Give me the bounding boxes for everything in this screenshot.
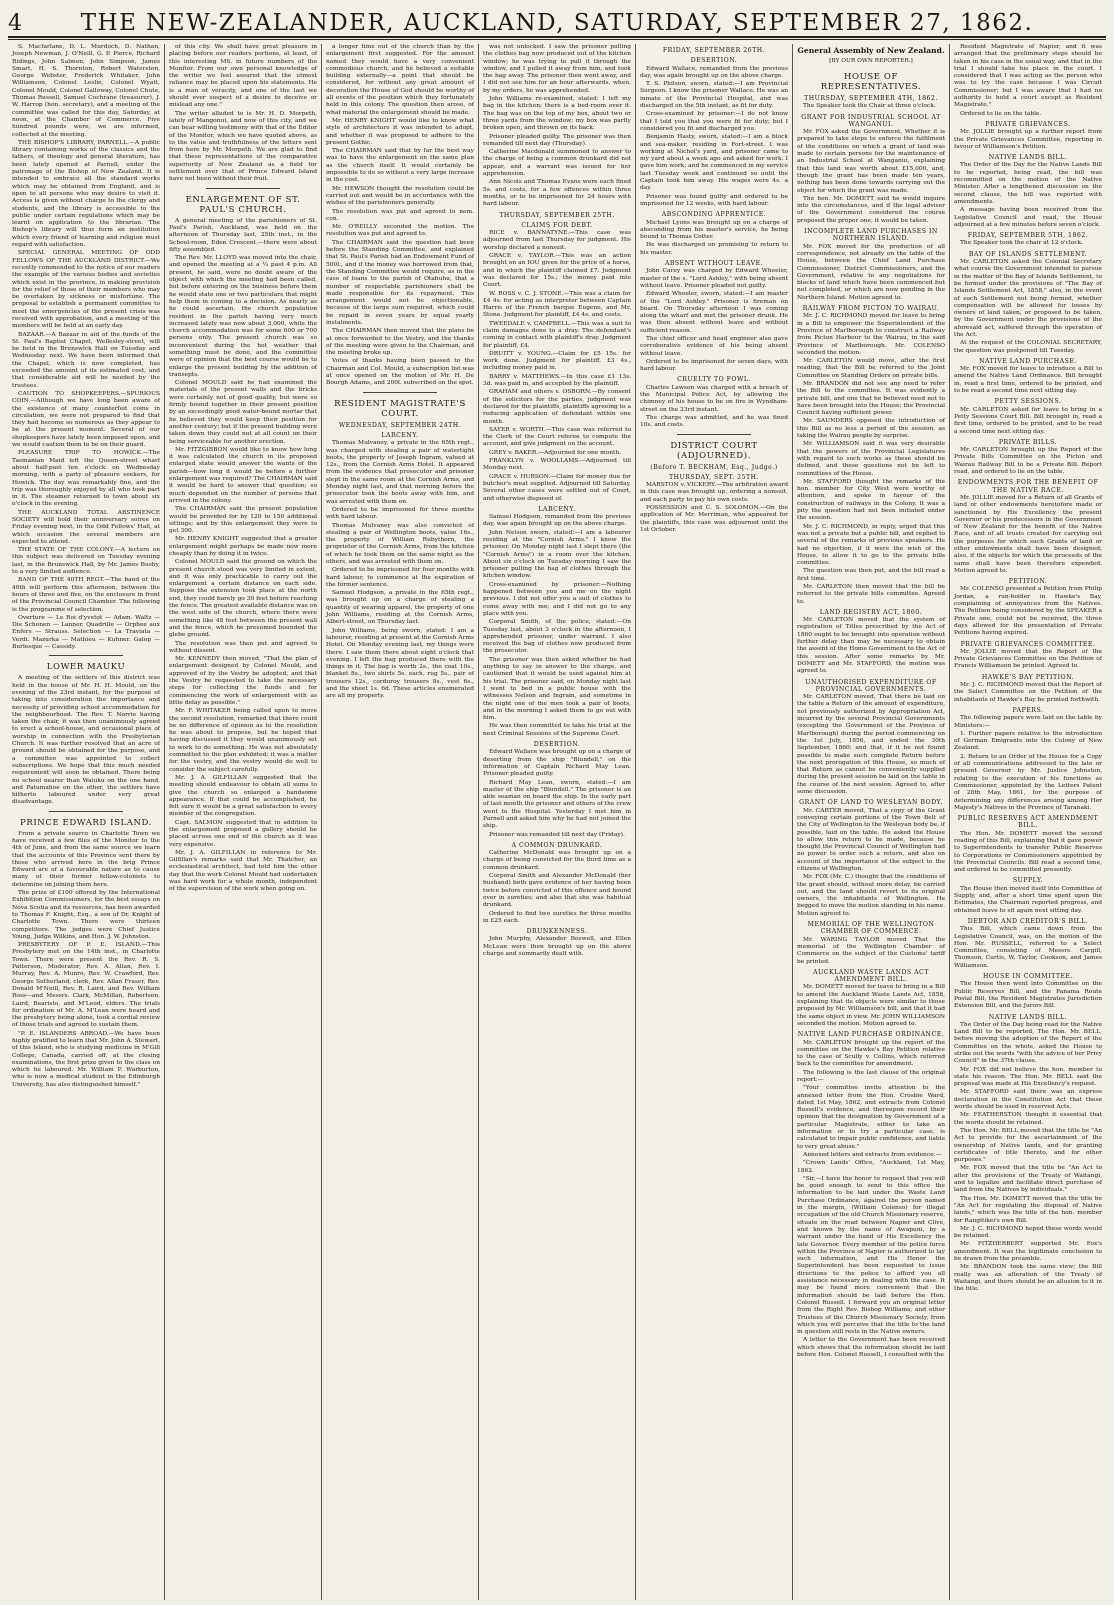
paragraph: Mr. BRANDON took the same view; the Bill really was an alteration of the Treaty of Waitangi, and there should be an allusion to it in the title.	[954, 1264, 1102, 1293]
section-subheading: PETITION.	[1008, 578, 1048, 586]
section-subheading: PRIVATE BILLS.	[998, 438, 1058, 446]
masthead-rule	[8, 39, 1106, 40]
paragraph: Ordered to lie on the table.	[960, 110, 1042, 117]
section-subheading: NATIVE LANDS BILL.	[988, 154, 1068, 162]
section-subheading: HOUSE IN COMMITTEE.	[982, 973, 1074, 981]
paragraph: Prisoner was found guilty and ordered to be imprisoned for 12 weeks, with hard labour.	[640, 193, 788, 207]
paragraph: Colonel MOULD said he had examined the materials of the present walls and the bricks were certainly not of good quality, but were so firmly bound together in their present position by an exceedingly good water-bound mortar that he believed they would keep their position for another century; but if the present building were taken down they could not at all count on their being serviceable for another erection.	[169, 380, 317, 445]
paragraph: a longer time out of the church than by the enlargement first suggested. For the amount named they would have a very convenient commodious church, and he believed a suitable building externally—a point that should be considered, for without any great amount of decoration the House of God should be worthy of all events of the position which they fortunately held in this colony. The question then arose, of what material the enlargement should be made.	[326, 44, 474, 116]
paragraph: The prisoner was then asked whether he had anything to say in answer to the charge, and cautioned that it would be used against him at his trial. The prisoner said, on Monday night last I went to bed in a public house with the witnesses Nelson and Ingram, and sometime in the night one of the men took a pair of boots, and in the morning I asked them to go out with him.	[483, 656, 631, 722]
paragraph: Mr. KENNEDY then moved, "That the plan of enlargement designed by Colonel Mould, and approved of by the Vestry be adopted, and that the Vestry be requested to take the necessary steps for collecting the funds and for commencing the work of enlargement with as little delay as possible."	[169, 656, 317, 706]
article-heading: ENLARGEMENT OF ST. PAUL'S CHURCH.	[185, 194, 301, 215]
paragraph: Mr. CARLETON would move, after the first reading, that the Bill be referred to the Joint Committee on Standing Orders on private bills.	[797, 358, 945, 379]
paragraph: At the request of the COLONIAL SECRETARY, the question was postponed till Tuesday.	[954, 340, 1102, 354]
section-subheading: THURSDAY, SEPTEMBER 25TH.	[499, 211, 615, 219]
paragraph: Mr. J. C. RICHMOND moved that the Report of the Select Committee on the Petition of the inhabitants of Hawke's Bay be printed forthwith.	[954, 682, 1102, 703]
paragraph: Ordered to find two sureties for three months in £25 each.	[483, 910, 631, 924]
paragraph: Mr. FOX moved for the production of all correspondence, not already on the table of the House, between the Chief Land Purchase Commissioner, District Commissioners, and the Government, relative to any negotiations for blocks of land which have been commenced but not completed, or which are now pending in the Northern Island. Motion agreed to.	[797, 243, 945, 301]
paragraph: T. S. Philson, sworn, stated:—I am Provincial Surgeon. I know the prisoner Wallace. He was an inmate of the Provincial Hospital, and was discharged on the 5th instant, as fit for duty.	[640, 81, 788, 110]
paragraph: Mr. J. C. RICHMOND hoped these words would be retained.	[954, 1225, 1102, 1240]
page-number: 4	[8, 11, 22, 36]
paragraph: GRACE v. HUBSON.—Claim for money due for butcher's meat supplied. Adjourned till Saturday. Several other cases were settled out of Court, and otherwise disposed of.	[483, 473, 631, 502]
paragraph: The CHAIRMAN then moved that the plans be at once forwarded to the Vestry, and the thanks of the meeting were given to the Chairman, and the meeting broke up.	[326, 328, 474, 357]
column-1	[8, 44, 165, 1600]
section-subheading: FRIDAY, SEPTEMBER 26TH.	[662, 47, 766, 54]
paragraph: 1. Further papers relative to the introduction of German Emigrants into the Colony of New Zealand.	[954, 730, 1102, 752]
paragraph: GRAHAM and others v. OSBORN.—By consent of the solicitors for the parties, judgment was declared for the plaintiffs, plaintiffs agreeing to a reducing application of defendant within one month.	[483, 389, 631, 425]
section-subheading: UNAUTHORISED EXPENDITURE OF PROVINCIAL GOVERNMENTS.	[805, 678, 937, 693]
paragraph: Mr. CARLETON then moved that the bill be referred to the private bills committee. Agreed to.	[797, 584, 945, 605]
section-subheading: ENDOWMENTS FOR THE BENEFIT OF THE NATIVE RACE.	[957, 479, 1099, 494]
paragraph: Mr. J. C. RICHMOND moved for leave to bring in a Bill to empower the Superintendent of the Province of Marlborough to construct a Railway from Picton Harbour to the Wairau, in the said Province of Marlborough. Mr. COLENSO seconded the motion.	[797, 313, 945, 356]
columns	[8, 44, 1106, 1600]
paragraph: The hon. Mr. DOMETT said he would inquire into the circumstances, and if the legal adviser of the Government considered the course proposed the proper one, it would be taken.	[797, 195, 945, 224]
paragraph: John Williams, being sworn, stated: I am a labourer, residing at present at the Cornish Arms Hotel. On Monday evening last, my things were there. I saw them there about eight o'clock that evening. I left the bag produced there with the things in it. The bag is worth 2s., the coat 10s., blanket 8s., two shirts 5s. each, rug 5s., pair of trousers 12s., corduroy trousers 8s., vest 6s., and the sheet 1s. 6d. These articles enumerated are all my property.	[326, 627, 474, 700]
paragraph: Mr. STAFFORD thought the remarks of the hon. member for City West were worthy of attention, and spoke in favour of the construction of railways in the Colony. It was a pity the question had not been initiated under the session.	[797, 478, 945, 522]
paragraph: GRACE v. TAYLOR.—This was an action brought on an IOU given for the price of a horse, and in which the plaintiff claimed £7. Judgment was declared for 15s.; the money paid into Court.	[483, 253, 631, 289]
section-subheading: LAND REGISTRY ACT, 1860.	[819, 608, 923, 616]
paragraph: BAZAAR.—A Bazaar in aid of the funds of the St. Paul's Baptist Chapel, Wellesley-street, will be held in the Brunswick Hall on Tuesday and Wednesday next. We have been informed that the Chapel, which is now completed, has exceeded the amount of its estimated cost, and that considerable aid will be needed by the trustees.	[12, 331, 160, 389]
paragraph: Mr. HENRY KNIGHT suggested that a greater enlargement might perhaps be made now more cheaply than by doing it in twice.	[169, 536, 317, 557]
paragraph: The chief officer and head engineer also gave corroborative evidence of his being absent without leave.	[640, 335, 788, 357]
paragraph: DRUITT v. YOUNG.—Claim for £5 15s. for work done. Judgment for plaintiff, £3 4s., including money paid in.	[483, 350, 631, 372]
paragraph: SAYER v. WORTH.—This case was referred to the Clerk of the Court referee to compute the account, and give judgment on the account.	[483, 426, 631, 448]
section-subheading: LARCENY.	[381, 431, 419, 439]
section-subheading: PUBLIC RESERVES ACT AMENDMENT BILL.	[957, 815, 1099, 830]
paragraph: The resolution was then put and agreed to without dissent.	[169, 640, 317, 654]
paragraph: "Crown Lands' Office, "Auckland, 1st May, 1862.	[797, 1160, 945, 1174]
article-heading: RESIDENT MAGISTRATE'S COURT.	[334, 398, 466, 419]
paragraph: John Williams re-examined, stated: I left my bag in the kitchen; there is a bed-room over it. The bag was on the top of my box, about two or three yards from the window; my box was partly broken open, and thrown on its back.	[483, 96, 631, 132]
paragraph: John Nelson sworn, stated:—I am a labourer residing at the "Cornish Arms." I know the prisoner. On Monday night last I slept there (the "Cornish Arms") in a room over the kitchen. About six o'clock on Tuesday morning I saw the prisoner pulling the bag of clothes through the kitchen window.	[483, 529, 631, 580]
section-subheading: CLAIMS FOR DEBT.	[521, 221, 593, 229]
paragraph: PRESBYTERY OF P. E. ISLAND.—This Presbytery met on the 14th inst., in Charlotte Town. There were present the Rev. R. S. Patterson, Moderator, Rev. A. Allan, Rev. I. Murray, Rev. A. Munro, Rev. W. Crawford, Rev. George Sutherland, clerk, Rev. Allan Fraser, Rev. Donald M'Neill, Rev. R. Laird, and Rev. William Ross—and Messrs. Clark, McMillan, Robertson, Laird, Bearisto, and M'Leod, elders. The trials for ordination of Mr. A. M'Lean were heard and the presbytery being alone, took a cordial review of those trials and agreed to sustain them.	[12, 942, 160, 1029]
paragraph: The following papers were laid on the table by Ministers:—	[954, 715, 1102, 729]
section-subheading: PETTY SESSIONS.	[994, 398, 1062, 406]
paragraph: W. ROSS v. C. J. STONE.—This was a claim for £4 4s. for acting as interpreter between Captain Harris of the French barque Eugene, and Mr. Stone. Judgment for plaintiff, £4 4s. and costs.	[483, 290, 631, 319]
section-subheading: HAWKE'S BAY PETITION.	[981, 673, 1075, 681]
paragraph: Thomas Mulvaney, a private in the 65th regt., was charged with stealing a pair of watertight boots, the property of Joseph Ingram, valued at 12s., from the Cornish Arms Hotel. It appeared from the evidence that prosecutor and prisoner slept in the same room at the Cornish Arms, and Monday night last, and that morning before the prosecutor took the boots away with him, and was arrested with them on.	[326, 440, 474, 505]
paragraph: John Carey was charged by Edward Wheeler, master of the s. "Lord Ashley," with being absent without leave. Prisoner pleaded not guilty.	[640, 268, 788, 289]
paragraph: From a private source in Charlotte Town we have received a few files of the Monitor to the 4th of June, and from the same source we learn that the accounts of this Province sent there by those who arrived here in the brig Prince Edward are of a favourable nature as to cause many of their former fellow-colonists to determine on joining them here.	[12, 830, 160, 888]
paragraph: Resident Magistrate of Napier, and it was arranged that the preliminary steps should be taken in his case in the usual way, and that in the trial I should take his place in the court. I considered that I was acting as the person who was to try the case because I was Circuit Commissioner; but I was aware that I had no authority to hold a court except as Resident Magistrate."	[954, 44, 1102, 109]
section-subheading: CRUELTY TO FOWL.	[677, 376, 751, 384]
section-subheading: ABSENT WITHOUT LEAVE.	[664, 260, 764, 268]
paragraph: Mr. SAUNDERS opposed the introduction of this Bill as no less a period of the session, as taking the Wairau people by surprise.	[797, 418, 945, 440]
paragraph: A general meeting of the parishioners of St. Paul's Parish, Auckland, was held on the afternoon of Thursday last, 25th inst., in the School-room, Eden Crescent.—there were about fifty assembled.	[169, 217, 317, 253]
paragraph: He was then committed to take his trial at the next Criminal Sessions of the Supreme Court.	[483, 723, 631, 737]
paragraph: Charles Lawson was charged with a breach of the Municipal Police Act, by allowing the chimney of his house to be on fire in Wyndham-street on the 23rd instant.	[640, 384, 788, 413]
paragraph: Ordered to be imprisoned for seven days, with hard labour.	[640, 358, 788, 373]
paragraph: Mr. FITZHERBERT supported Mr. Fox's amendment. It was the legitimate conclusion to be drawn from the preamble.	[954, 1241, 1102, 1263]
paragraph: Richard May Lean, sworn, stated:—I am master of the ship "Blundell." The prisoner is an able seaman on board the ship. In the early part of last month the prisoner and others of the crew went to the Hospital. Yesterday I met him in Parnell and asked him why he had not joined the ship.	[483, 779, 631, 830]
paragraph: was not unlocked. I saw the prisoner pulling the clothes bag now produced out of the kitchen window; he was trying to pull it through the window, and I pulled it away from him, and took the bag away. The prisoner then went away, and I did not see him for an hour afterwards, when, by my orders, he was apprehended.	[483, 44, 631, 94]
paragraph: Mr. BRANDON did not see any need to refer the Bill to the committee. It was evidently a private bill, and one that he believed need not to have been brought into the House; the Provincial Council having sufficient power.	[797, 380, 945, 417]
paragraph: Mr. JOLLIE brought up a further report from the Private Grievances Committee, reporting in favour of Williamson's Petition.	[954, 129, 1102, 150]
paragraph: THE STATE OF THE COLONY.—A lecture on this subject was delivered on Tuesday evening last, in the Brunswick Hall, by Mr. James Busby, to a very limited audience.	[12, 547, 160, 576]
paragraph: 2. Return to an Order of the House for a Copy of all communications addressed to the late or present Governor by Mr. Justice Johnston, relating to the execution of his functions as Commissioner, appointed by the Letters Patent of 28th May, 1861, for the purpose of determining any differences arising among Her Majesty's Natives in the Province of Taranaki.	[954, 753, 1102, 811]
paragraph: Mr. J. C. RICHMOND, in reply, urged that this was not a private but a public bill, and replied to several of the remarks of previous speakers. He had no objection, if it were the wish of the House, to allow it to go to the private bills committee.	[797, 523, 945, 567]
paragraph: Mr. FEATHERSTON thought it essential that the words should be retained.	[954, 1112, 1102, 1126]
paragraph: Corporal Smith, of the police, stated:—On Tuesday last, about 3 o'clock in the afternoon, I apprehended prisoner, under warrant. I also received the bag of clothes now produced from the prosecutor.	[483, 619, 631, 655]
section-subheading: PRIVATE GRIEVANCES.	[985, 120, 1071, 128]
paragraph: The Speaker took the chair at 12 o'clock.	[960, 240, 1083, 247]
paragraph: BARRY v. MATTHEWS.—In this case £1 13s. 3d. was paid in, and accepted by the plaintiff.	[483, 373, 631, 388]
paragraph: Michael Lyons was brought up on a charge of absconding from his master's service, he being bound to Thomas Cotter.	[640, 219, 788, 241]
paragraph: The question was then put, and the bill read a first time.	[797, 568, 945, 582]
section-subheading: PRIVATE GRIEVANCES COMMITTEE.	[960, 640, 1096, 648]
paragraph: The Hon. Mr. DOMETT moved the second reading of this Bill, explaining that it gave power to Superintendents to transfer Public Reserves to Corporations or Commissioners appointed by the Provincial Councils. Bill read a second time, and ordered to be committed presently.	[954, 830, 1102, 874]
general-assembly-nameplate: General Assembly of New Zealand.	[797, 46, 945, 55]
paragraph: A meeting of the settlers of this district was held in the house of Mr. H. H. Mould, on the evening of the 23rd instant, for the purpose of taking into consideration the importance and necessity of providing school accommodation for the neighbourhood. The Rev. T. Norrie having taken the chair, it was then unanimously agreed to erect a school-house, and occasional place of worship in connection with the Presbyterian Church. It was further resolved that an acre of ground should be obtained for the purpose, and a committee was appointed to collect subscriptions. We hope that this much needed requirement will soon be obtained. There being no school nearer than Waiuku on the one hand, and Patumahoe on the other, the settlers have hitherto laboured under very great disadvantage.	[12, 675, 160, 806]
paragraph: RICE v. BANNATYNE.—This case was adjourned from last Thursday for judgment. His worship declared a nonsuit.	[483, 230, 631, 251]
paragraph: The House then moved itself into Committee of Supply, and, after a short time spent upon the Estimates, the Chairman reported progress, and obtained leave to sit again next sitting day.	[954, 885, 1102, 914]
paragraph: Mr. CARTER moved, That a copy of the Grant conveying certain portions of the Town Belt of the City of Wellington to the Wesleyan body be, if possible, laid on the table. He asked the House to allow this return to be made, because he thought the Provincial Council of Wellington had no power to order such a return, and also on account of the importance of the subject to the citizens of Wellington.	[797, 807, 945, 872]
section-subheading: RAILWAY FROM PICTON TO WAIRAU.	[802, 305, 940, 313]
section-subheading: DESERTION.	[690, 57, 738, 65]
paragraph: Prisoner pleaded guilty. The prisoner was then remanded till next day (Thursday).	[483, 133, 631, 147]
paragraph: The CHAIRMAN said the question had been before the Standing Committee, and explained that St. Paul's Parish had an Endowment Fund of 500l., and if the money was borrowed from that, the Standing Committee would require, as in the case of loans to the parish of Otahuhu, that a number of respectable parishioners shall be made responsible for its repayment. This arrangement would not be objectionable, because of the large sum required, which could be repaid in seven years by equal yearly instalments.	[326, 239, 474, 326]
paragraph: Capt. SALMON suggested that in addition to the enlargement proposed a gallery should be placed across one end of the church as it was very expensive.	[169, 819, 317, 848]
paragraph: The CHAIRMAN said that by far the best way was to have the enlargement on the same plan as the church itself. It would certainly be impossible to do so without a very large increase in the cost.	[326, 148, 474, 184]
column-7	[950, 44, 1106, 1600]
paragraph: Prisoner was remanded till next day (Friday).	[489, 831, 625, 838]
paragraph: Thomas Mulvaney was also convicted of stealing a pair of Wellington boots, value 16s., the property of William Rubythorn, the proprietor of the Cornish Arms, from the kitchen of which he took them on the same night as the others, and was arrested with them on.	[326, 522, 474, 565]
paragraph: Mr. CARLETON asked for leave to bring in a Petty Sessions Court Bill. Bill brought in, read a first time, ordered to be printed, and to be read a second time next sitting day.	[954, 406, 1102, 435]
divider	[363, 392, 437, 393]
paragraph: The Hon. Mr. BELL moved that the title be "An Act to provide for the ascertainment of the ownership of Native lands, and for granting certificates of title thereto, and for other purposes."	[954, 1127, 1102, 1164]
paragraph: "Sir,—I have the honor to request that you will be good enough to send to this office the information to be laid under the Waste Land Purchase Ordinance, against the person named in the margin, (William Colenso) for illegal occupation of the old Church Missionary reserve, situate on the road between Napier and Clive, and known by the name of Awapuni, by a warrant under the hand of His Excellency the late Governor. Every member of the police force within the Province of Napier is authorized to lay such information, and His Honor the Superintendent has been requested to issue directions to the police to afford you all assistance necessary in dealing with the case. It may be found more convenient that the information should be laid before the Hon. Colonel Russell. I forward you an original letter from the Right Rev. Bishop Williams, and other Trustees of the Church Missionary Society, from which you will perceive that the title to the land in question still rests in the Native owners.	[797, 1175, 945, 1336]
column-4	[479, 44, 636, 1600]
band-programme: Overture — Le Roi d'yvetot — Adam. Waltz — Die Schonen — Lanner. Quadrille — Orphee aux Enfers — Strauss. Selection — La Traviata — Verdi. Mazurka — Mathieu — Kuhner. Galop — Burlesque — Cassidy.	[12, 614, 160, 651]
paragraph: Mr. HENRY KNIGHT would like to know what style of architecture it was intended to adopt, and whether it was proposed to adhere to the present Gothic.	[326, 117, 474, 146]
paragraph: Samuel Hodgson, a private in the 65th regt., was brought up on a charge of stealing a quantity of wearing apparel, the property of one John Williams, residing at the Cornish Arms, Albert-street, on Thursday last.	[326, 590, 474, 626]
paragraph: Edward Wallace was brought up on a charge of deserting from the ship "Blundell," on the information of Captain Richard May Lean. Prisoner pleaded guilty.	[483, 749, 631, 778]
section-subheading: GRANT OF LAND TO WESLEYAN BODY.	[799, 799, 943, 807]
paragraph: Votes of thanks having been passed to the Chairman and Col. Mould, a subscription list was at once opened on the motion of Mr. H. De Bourgh Adams, and 200l. subscribed on the spot.	[326, 358, 474, 387]
paragraph: Colonel MOULD said the ground on which the present church stood was very limited in extent, and it was only practicable to carry out the enlargement a certain distance on each side. Suppose the extension took place at the north end, they could barely go 30 feet before reaching the fence. The greatest available distance was on the west side of the church, where there were something like 48 feet between the present wall and the fence, which he presumed bounded the glebe ground.	[169, 559, 317, 639]
article-heading: LOWER MAUKU	[46, 662, 126, 673]
paragraph: The writer alluded to is Mr. H. D. Morpeth, lately of Mangonui, and now of this city, and we can bear willing testimony with that of the Editor of the Monitor, which we have quoted above, as to the value and truthfulness of the letters sent from here by Mr. Morpeth. We are glad to find that these representations of the comparative superiority of New Zealand as a field for settlement over that of Prince Edward Island have not been without their fruit.	[169, 110, 317, 183]
section-subheading: NATIVE LAND PURCHASE ORDINANCE.	[797, 1031, 945, 1039]
article-heading: PRINCE EDWARD ISLAND.	[20, 817, 152, 828]
section-subheading: ABSCONDING APPRENTICE.	[661, 211, 767, 219]
paragraph: The House then went into Committee on the Public Reserves Bill, and the Panama Route Postal Bill, the Resident Magistrates Jurisdiction Extension Bill, and the Jurors Bill.	[954, 981, 1102, 1010]
paragraph: S. Macfarlane, D. L. Murdoch, D. Nathan, Joseph Newman, J. O'Neill, G. P. Pierce, Richard Ridings, John Salmon, John Simpson, James Smart, H. S. Thornton, Robert Waterston, George Webster, Frederick Whitaker, John Williamson, Colonel Leslie, Colonel Wyatt, Colonel Mould, Colonel Galloway, Colonel Chute, Thomas Russell, Samuel Cochrane (treasurer), J. W. Harrop (hon. secretary), and a meeting of the committee was called for this day, Saturday, at noon, at the Chamber of Commerce. Five hundred pounds were, we are informed, collected at the meeting.	[12, 44, 160, 138]
section-subheading: THURSDAY, SEPTEMBER 4TH, 1862.	[804, 95, 938, 102]
section-subheading: LARCENY.	[538, 505, 576, 513]
section-subheading: (Before T. BECKHAM, Esq., Judge.)	[650, 463, 778, 471]
paragraph: Samuel Hodgson, remanded from the previous day, was again brought up on the above charge.	[483, 514, 631, 528]
paragraph: Mr. JOLLIE moved that the Report of the Private Grievances Committee on the Petition of Francis Williamson be printed. Agreed to.	[954, 648, 1102, 670]
column-6	[793, 44, 950, 1600]
paragraph: Mr. O'REILLY seconded the motion. The resolution was put and agreed to.	[326, 224, 474, 238]
paragraph: POSSESSION and C. S. SOLOMON.—On the application of Mr. Merriman, who appeared for the plaintiffs, this case was adjourned until the 1st October.	[640, 505, 788, 533]
paragraph: MARSTON v. VICKERY.—The arbitration award in this case was brought up, ordering a nonsuit, and each party to pay his own costs.	[640, 482, 788, 503]
section-subheading: BAY OF ISLANDS SETTLEMENT.	[968, 250, 1088, 258]
paragraph: The charge was admitted, and he was fined 10s. and costs.	[640, 414, 788, 429]
paragraph: The Hon. Mr. DOMETT moved that the title be "An Act for regulating the disposal of Native lands," which was the title of the hon. member for Rangitikei's own Bill.	[954, 1195, 1102, 1224]
paragraph: Ordered to be imprisoned for three months with hard labour.	[326, 506, 474, 521]
section-subheading: SUPPLY.	[1012, 877, 1044, 885]
section-subheading: GRANT FOR INDUSTRIAL SCHOOL AT WANGANUI.	[801, 113, 941, 128]
divider	[206, 188, 280, 189]
paragraph: Mr. F. WHITAKER being called upon to move the second resolution, remarked that there could be no difference of opinion as to the resolution he was about to propose, but he hoped that having discussed it they would unanimously set to work to do something. He was not absolutely committed to the plan exhibited; it was a matter for the vestry, and the vestry would do well to consider the subject carefully.	[169, 708, 317, 773]
paragraph: Edward Wallace, remanded from the previous day, was again brought up on the above charge.	[640, 65, 788, 79]
byline: [BY OUR OWN REPORTER.]	[829, 58, 913, 64]
paragraph: Mr. CARLETON moved, That there be laid on the table a Return of the amount of expenditure, not previously authorized by Appropriation Act, incurred by the several Provincial Governments (excepting the Government of the Province of Marlborough) during the period commencing on the 1st July, 1856, and ended the 30th September, 1860; and that, if it be not found possible to make such complete Return before the next prorogation of this House, so much of that Return as cannot be conveniently supplied during the present session be laid on the table in the course of the next session. Agreed to, after some discussion.	[797, 694, 945, 796]
paragraph: BAND OF THE 40TH REGT.—The band of the 40th will perform this afternoon, between the hours of three and five, on the enclosure in front of the Provincial Council Chamber. The following is the programme of selection.	[12, 577, 160, 613]
section-subheading: WEDNESDAY, SEPTEMBER 24TH.	[338, 421, 462, 429]
paragraph: He was discharged on promising to return to his master.	[640, 242, 788, 256]
column-3	[322, 44, 479, 1600]
paragraph: A message having been received from the Legislative Council and read, the House adjourned at a few minutes before seven o'clock.	[954, 207, 1102, 228]
paragraph: The Order of the Day for the Native Lands Bill to be reported, being read, the bill was recommitted on the motion of the Native Minister. After a lengthened discussion on the second clause, the bill was reported with amendments.	[954, 162, 1102, 205]
section-subheading: NATIVE LAND PURCHASE.	[979, 357, 1077, 365]
paragraph: John Murphy, Alexander Boswell, and Ellen McLean were then brought up on the above charge and summarily dealt with.	[483, 936, 631, 958]
divider	[677, 434, 751, 435]
paragraph: Mr. HEWSON thought the resolution could be carried out and would be in accordance with the wishes of the parishioners generally.	[326, 185, 474, 207]
paragraph: Mr. WILLIAMSON said it was very desirable that the powers of the Provincial Legislatures with regard to such works as these should be defined, and these questions not be left to committees of the House.	[797, 441, 945, 477]
section-subheading: DEBTOR AND CREDITOR'S BILL.	[967, 917, 1089, 925]
paragraph: Mr. FOX moved that the title be "An Act to alter the provisions of the Treaty of Waitangi, and to legalize and facilitate direct purchase of land from the Natives by individuals."	[954, 1165, 1102, 1194]
paragraph: Mr. DOMETT moved for leave to bring in a Bill to amend the Auckland Waste Lands Act, 1858, explaining that its objects were similar to those proposed by Mr. Williamson's bill, and that it had the same object in view. Mr. JOHN WILLIAMSON seconded the motion. Motion agreed to.	[797, 984, 945, 1027]
paragraph: The following is the last clause of the original report:—	[797, 1069, 945, 1083]
paragraph: Mr. FOX (Mr. C.) thought that the conditions of the grant should, without more delay, be carried out, and the land should revert to its original owners, the inhabitants of Wellington. He begged to move the motion standing in his name. Motion agreed to.	[797, 874, 945, 917]
paragraph: Mr. CARLETON moved that the system of registration of Titles prescribed by the Act of 1860 ought to be brought into operation without further delay than may be necessary to obtain the assent of the Home Government to the Act of this session. After some remarks by Mr. DOMETT and Mr. STAFFORD, the motion was agreed to.	[797, 617, 945, 675]
paragraph: Corporal Smith and Alexander McDonald (her husband) both gave evidence of her having been twice before convicted of this offence and bound over in sureties; and also that she was habitual drunkard.	[483, 873, 631, 909]
paragraph: GREY v. BAKER.—Adjourned for one month.	[489, 449, 622, 456]
paragraph: This Bill, which came down from the Legislative Council, was, on the motion of the Hon. Mr. RUSSELL, referred to a Select Committee, consisting of Messrs. Cargill, Thomson, Curtis, W. Taylor, Cookson, and James Williamson.	[954, 926, 1102, 969]
section-subheading: INCOMPLETE LAND PURCHASES IN NORTHERN ISLAND.	[804, 228, 938, 243]
paragraph: "P. E. ISLANDERS ABROAD.—We have been highly gratified to learn that Mr. John A. Stewart, of this Island, who is studying medicine in M'Gill College, Canada, carried off, at the closing examinations, the first prize given to the class on which he laboured. Mr. William P. Warburton, who is now a medical student in the Edinburgh University, has also distinguished himself."	[12, 1030, 160, 1088]
paragraph: The Order of the Day being read for the Native Land Bill to be reported, The Hon. Mr. BELL, before moving the adoption of the Report of the Committee on the whole, asked the House to strike out the words "with the advice of her Privy Council" in the 37th clause.	[954, 1021, 1102, 1065]
paragraph: Catherine McDonald was brought up on a charge of being convicted for the third time as a common drunkard.	[483, 850, 631, 871]
newspaper-title: THE NEW-ZEALANDER, AUCKLAND, SATURDAY, SEPTEMBER 27, 1862.	[80, 10, 1034, 36]
section-subheading: FRIDAY, SEPTEMBER 5TH, 1862.	[967, 232, 1089, 240]
paragraph: The resolution was put and agreed to nem. con.	[326, 208, 474, 222]
paragraph: of this city. We shall have great pleasure in placing before our readers portions, at least, of this interesting MS. in future numbers of the Monitor. From our own personal knowledge of the writer we feel assured that the utmost reliance may be placed upon his statements. He is a man of veracity, and one of the last we should ever suspect of a desire to deceive or mislead any one."	[169, 44, 317, 109]
paragraph: "Your committee invite attention to the annexed letter from the Hon. Crosbie Ward, dated 1st May, 1862, and extracts from Colonel Russell's evidence, and thereupon record their opinion that the designation by Government of a particular Magistrate, either to take an information or to try a particular case, is calculated to impair public confidence, and liable to very great abuse."	[797, 1085, 945, 1150]
paragraph: Annexed letters and extracts from evidence:—	[803, 1151, 942, 1158]
paragraph: THE BISHOP'S LIBRARY, PARNELL.—A public library containing works of the classics and the fathers, of theology and general literature, has been lately opened at Parnell, under the patronage of the Bishop of New Zealand. It is intended to embrace all the standard works which may be obtained from England, and is open to all persons who may desire to visit it. Access is given without charge to the clergy and students, and the library is accessible to the public under certain regulations which may be learnt on application to the librarian. The Bishop's library will thus form an institution which every friend of learning and religion must regard with satisfaction.	[12, 139, 160, 249]
paragraph: Mr. COLENSO presented a Petition from Philip Jordan, a run-holder in Hawke's Bay, complaining of annoyances from the Natives. The Petition being considered by the SPEAKER a Private one, could not be received, the three days allowed for the presentation of Private Petitions having expired.	[954, 586, 1102, 637]
paragraph: The prize of £100 offered by the International Exhibition Commissioners, for the best essays on Nova Scotia and its resources, has been awarded to Thomas F. Knight, Esq., a son of Dr. Knight of Charlotte Town. There were thirteen competitors. The judges were Chief Justice Young, Judge Wilkins, and Hon. J. W. Johnston.	[12, 890, 160, 940]
paragraph: TWEEDALE v. CAMPBELL.—This was a suit to claim damages done to a dray. The defendant's coming in contact with plaintiff's dray. Judgment for plaintiff, £4.	[483, 320, 631, 349]
section-subheading: AUCKLAND WASTE LANDS ACT AMENDMENT BILL.	[813, 968, 929, 984]
paragraph: Mr. CARLETON asked the Colonial Secretary what course the Government intended to pursue in the matter of the Bay of Islands Settlement, to be formed under the provisions of "The Bay of Islands Settlement Act, 1858," also, in the event of such Settlement not being formed, whether compensation will be allowed for losses by owners of land taken, or proposed to be taken, by the Government under the provisions of the aforesaid act, suffered through the operation of the Act.	[954, 259, 1102, 338]
article-heading: DISTRICT COURT (ADJOURNED).	[670, 440, 758, 461]
paragraph: Mr. J. A. GILFILLAN suggested that the meeting should endeavour to obtain all sums to give the church so enlarged a handsome appearance. If that could be accomplished, he felt sure it would be a great satisfaction to every member of the congregation.	[169, 774, 317, 818]
paragraph: Ann Nicols and Thomas Evans were each fined 5s. and costs, for a few offences within three months, or to be imprisoned for 24 hours with hard labour.	[483, 179, 631, 208]
divider	[49, 811, 123, 812]
paragraph: Mr. J. A. GILFILLAN in reference to Mr. Gilfillan's remarks said that Mr. Thatcher, an ecclesiastical architect, had told him the other day that the work Colonel Mould had undertaken was hard work for a whole month, independent of the supervision of the work when going on.	[169, 849, 317, 893]
section-subheading: A COMMON DRUNKARD.	[511, 841, 603, 849]
paragraph: Mr. FOX asked the Government, Whether it is prepared to take steps to enforce the fulfilment of the conditions on which a grant of land was made to certain persons for the maintenance of an Industrial School at Wanganui, explaining that this land was worth about £15,000, and, though the grant has been made ten years, nothing has been done towards carrying out the object for which the grant was made.	[797, 129, 945, 194]
paragraph: The Rev. Mr. LLOYD was moved into the chair, and opened the meeting at a ¼ past 4 p.m. All present, he said, were no doubt aware of the object with which the meeting had been called, but before entering on the business before them he would state one or two particulars that might help them in coming to a decision. As nearly as he could ascertain, the church population resident in the parish having very much increased lately was now about 3,000, while the church accommodation was for some 600 or 700 persons only. The present church was so inconvenient during the hot weather that something must be done, and the committee were of opinion that the best course would be to enlarge the present building by the addition of transepts.	[169, 255, 317, 378]
paragraph: Mr. FITZGIBBON would like to know how long it was calculated the church in its proposed enlarged state would answer the wants of the parish—how long it would be before a further enlargement was required? The CHAIRMAN said it would be hard to answer that question; so much depended on the number of persons that arrived in the colony.	[169, 446, 317, 504]
section-subheading: PAPERS.	[1012, 706, 1044, 714]
section-subheading: MEMORIAL OF THE WELLINGTON CHAMBER OF COMMERCE.	[807, 921, 935, 936]
masthead	[8, 6, 1106, 38]
paragraph: Cross-examined by prisoner:—I do not know that I told you that you were fit for duty; but I considered you fit and discharged you.	[640, 111, 788, 132]
paragraph: Edward Wheeler, sworn, stated:—I am master of the "Lord Ashley." Prisoner is fireman on board. On Thursday afternoon I was coming along the wharf and met the prisoner drunk. He was then absent without leave and without sufficient reason.	[640, 291, 788, 334]
paragraph: Benjamin Hasty, sworn, stated:—I am a block and sea-maker, residing in Fort-street. I was working at Nichol's yard, and prisoner came to my yard about a week ago and asked for work. I gave him work; and he commenced in my service last Tuesday week and continued so until the Captain took him away. His wages were 4s. a day.	[640, 134, 788, 192]
paragraph: The Speaker took the Chair at three o'clock.	[803, 103, 936, 110]
paragraph: Mr. CARLETON brought up the Report of the Private Bills Committee on the Picton and Wairau Railway Bill to be a Private Bill. Report read, and ordered to lie on the table.	[954, 447, 1102, 476]
paragraph: FRANKLYN v. WOOLLAMS.—Adjourned till Monday next.	[483, 458, 631, 472]
paragraph: Mr. STAFFORD said there was an express declaration in the Constitution Act that these words should be used in reserved Acts.	[954, 1089, 1102, 1111]
section-subheading: THURSDAY, SEPT. 25TH.	[669, 473, 759, 481]
paragraph: Ordered to be imprisoned for four months with hard labour, to commence at the expiration of the former sentence.	[326, 567, 474, 588]
paragraph: Catherine Macdonald summoned to answer to the charge of being a common drunkard did not appear, and a warrant was issued for her apprehension.	[483, 149, 631, 178]
paragraph: A letter to the Government has been received which shows that the information should be laid before Hon. Colonel Russell, I consulted with the	[797, 1337, 945, 1358]
article-heading: HOUSE OF REPRESENTATIVES.	[820, 72, 922, 92]
paragraph: THE AUCKLAND TOTAL ABSTINENCE SOCIETY will hold their anniversary soiree on Friday evening next, in the Odd Fellows' Hall, at which occasion the several members are expected to attend.	[12, 509, 160, 545]
column-5	[636, 44, 793, 1600]
divider	[49, 655, 123, 656]
paragraph: PLEASURE TRIP TO HOWICK.—The Tasmanian Maid left the Queen-street wharf about half-past ten o'clock on Wednesday morning, with a party of pleasure seekers, for Howick. The day was remarkably fine, and the trip was thoroughly enjoyed by all who took part in it. The steamer returned to town about six o'clock in the evening.	[12, 450, 160, 508]
paragraph: CAUTION TO SHOPKEEPERS.—SPURIOUS COIN.—Although we have long been aware of the existence of many counterfeit coins in circulation, we were not prepared to find that they had become so numerous as they appear to be at the present moment. Several of our shopkeepers have lately been imposed upon, and we would caution them to be on their guard.	[12, 390, 160, 449]
section-subheading: NATIVE LANDS BILL.	[988, 1013, 1068, 1021]
paragraph: SPECIAL GENERAL MEETING OF ODD FELLOWS OF THE AUCKLAND DISTRICT.—We recently commended to the notice of our readers the example of the various bodies and societies which exist in the province, in making provision for the relief of those of their members who may be overtaken by sickness or misfortune. The proposal to establish a permanent committee to meet the emergencies of the present crisis was received with approbation, and a meeting of the members will be held at an early day.	[12, 250, 160, 330]
paragraph: Mr. CARLETON brought up the report of the committee on the Hawke's Bay Petition relative to the case of Scully v. Collins, which referred back to the committee for amendment.	[797, 1039, 945, 1068]
paragraph: Mr. FOX moved for leave to introduce a Bill to amend the Native Land Ordinance. Bill brought in, read a first time, ordered to be printed, and to be read a second time next sitting day.	[954, 366, 1102, 395]
paragraph: Cross-examined by prisoner:—Nothing happened between you and me on the night previous. I did not offer you a suit of clothes to come away with me; and I did not go to any place with you.	[483, 581, 631, 617]
section-subheading: DRUNKENNESS.	[526, 928, 588, 936]
paragraph: Mr. WARING TAYLOR moved That the memorial of the Wellington Chamber of Commerce on the subject of the Customs' tariff be printed.	[797, 936, 945, 965]
paragraph: Mr. FOX did not believe the hon. member to state his reason. The Hon. Mr. BELL said the proposal was made at His Excellency's request.	[954, 1066, 1102, 1088]
section-subheading: DESERTION.	[533, 741, 581, 749]
paragraph: Mr. JOLLIE moved for a Return of all Grants of land or other endowments heretofore made or sanctioned by His Excellency the present Governor or his predecessors in the Government of New Zealand for the benefit of the Native Race, and of all trusts created for carrying out the purposes for which such Grants of land or other endowments shall have been designed; also, if the objects for which the proceeds of the same shall have been therefore expended. Motion agreed to.	[954, 494, 1102, 574]
column-2	[165, 44, 322, 1600]
paragraph: The CHAIRMAN said the present population would be provided for by 120 to 150 additional sittings; and by this enlargement they were to get 300.	[169, 506, 317, 535]
